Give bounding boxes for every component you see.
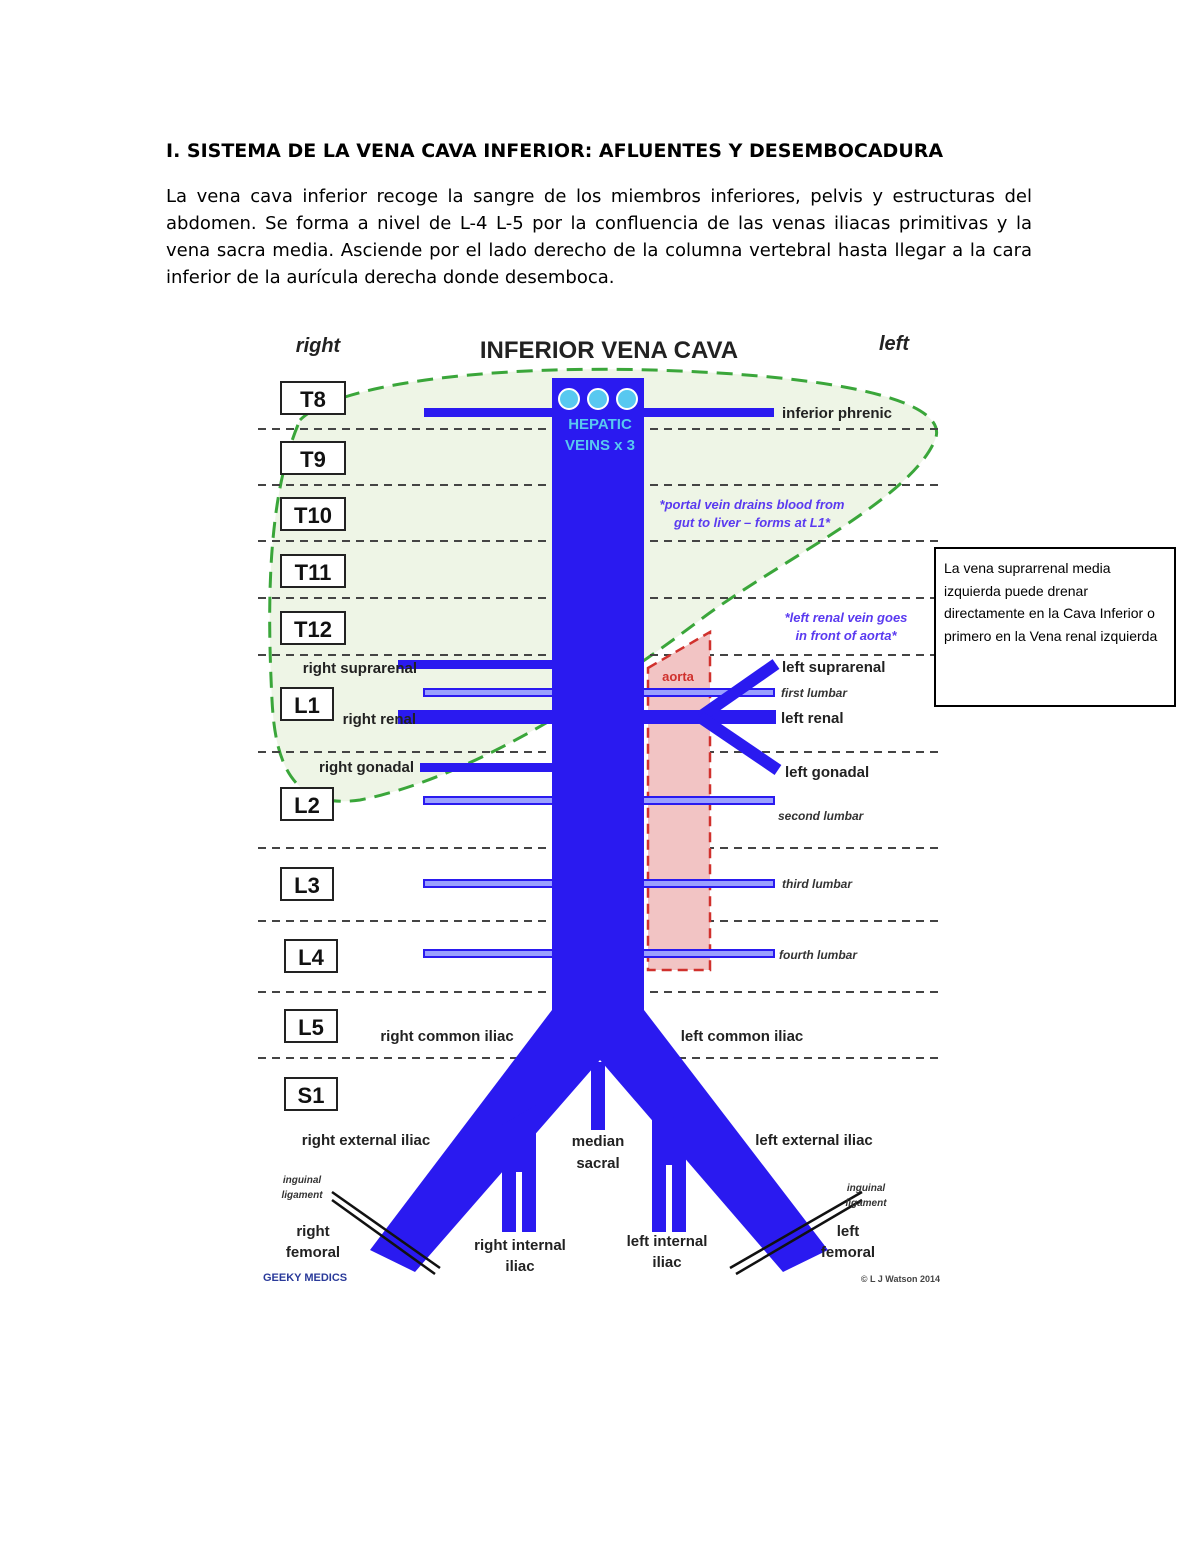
hepatic-veins-dots [559, 389, 637, 409]
label-second-lumbar: second lumbar [778, 809, 864, 823]
vertebra-t8: T8 [300, 387, 326, 412]
hepatic-label-1: HEPATIC [568, 416, 632, 433]
label-median-sacral-2: sacral [576, 1155, 620, 1172]
label-inguinal-right-2: ligament [281, 1190, 323, 1201]
portal-note-2: gut to liver – forms at L1* [673, 515, 831, 530]
label-first-lumbar: first lumbar [781, 686, 848, 700]
vertebra-t10: T10 [294, 503, 332, 528]
label-inferior-phrenic: inferior phrenic [782, 405, 893, 422]
side-right-label: right [295, 335, 341, 357]
copyright-label: © L J Watson 2014 [860, 1274, 940, 1284]
label-right-femoral-2: femoral [285, 1244, 341, 1261]
suprarenal-note-text: La vena suprarrenal media izquierda puede drenar directamente en la Cava Inferior o primero en la Vena renal izquierda [944, 560, 1158, 644]
vertebra-s1: S1 [297, 1083, 325, 1108]
intro-paragraph: La vena cava inferior recoge la sangre de los miembros inferiores, pelvis y estructuras del abdomen. Se forma a nivel de L-4 L-5 por la confluencia de las venas iliacas primitivas y la vena sacra media. Asciende por el lado derecho de la columna vertebral hasta llegar a la cara inferior de la aurícula derecha donde desemboca. [166, 186, 1032, 288]
renal-note-2: in front of aorta* [795, 628, 897, 643]
aorta-label: aorta [662, 669, 694, 684]
vertebra-t12: T12 [294, 617, 332, 642]
geeky-medics-logo: GEEKY MEDICS [263, 1272, 348, 1284]
hepatic-label-2: VEINS x 3 [564, 437, 636, 454]
vertebra-l3: L3 [294, 873, 320, 898]
label-left-external-iliac: left external iliac [755, 1132, 873, 1149]
label-inguinal-left-1: inguinal [846, 1183, 886, 1194]
vertebra-l1: L1 [294, 693, 320, 718]
label-left-suprarenal: left suprarenal [782, 659, 886, 676]
label-right-suprarenal: right suprarenal [302, 660, 417, 677]
vertebra-l5: L5 [298, 1015, 324, 1040]
label-right-external-iliac: right external iliac [301, 1132, 431, 1149]
suprarenal-note-box [934, 547, 1176, 707]
label-third-lumbar: third lumbar [782, 877, 853, 891]
diagram-title: INFERIOR VENA CAVA [479, 337, 739, 364]
label-right-gonadal: right gonadal [319, 759, 414, 776]
label-left-renal: left renal [781, 710, 844, 727]
vertebra-l4: L4 [298, 945, 324, 970]
label-right-femoral-1: right [296, 1223, 330, 1240]
vertebra-t11: T11 [294, 560, 332, 585]
renal-note-1: *left renal vein goes [784, 610, 908, 625]
label-left-femoral-1: left [836, 1223, 860, 1240]
vertebra-t9: T9 [300, 447, 326, 472]
vertebra-l2: L2 [294, 793, 320, 818]
portal-note-1: *portal vein drains blood from [659, 497, 845, 512]
label-fourth-lumbar: fourth lumbar [779, 948, 857, 962]
label-inguinal-left-2: ligament [845, 1198, 887, 1209]
label-right-internal-iliac-1: right internal [474, 1237, 566, 1254]
internal-iliac-gaps [516, 1165, 672, 1232]
label-right-renal: right renal [342, 711, 416, 728]
label-inguinal-right-1: inguinal [282, 1175, 322, 1186]
label-right-common-iliac: right common iliac [380, 1028, 514, 1045]
label-left-femoral-2: femoral [820, 1244, 876, 1261]
label-right-internal-iliac-2: iliac [505, 1258, 535, 1275]
side-left-label: left [879, 333, 909, 355]
section-heading: I. SISTEMA DE LA VENA CAVA INFERIOR: AFLUENTES Y DESEMBOCADURA [166, 140, 944, 162]
label-left-internal-iliac-1: left internal [626, 1233, 708, 1250]
label-left-common-iliac: left common iliac [680, 1028, 804, 1045]
label-left-internal-iliac-2: iliac [652, 1254, 682, 1271]
label-median-sacral-1: median [571, 1133, 625, 1150]
label-left-gonadal: left gonadal [785, 764, 870, 781]
